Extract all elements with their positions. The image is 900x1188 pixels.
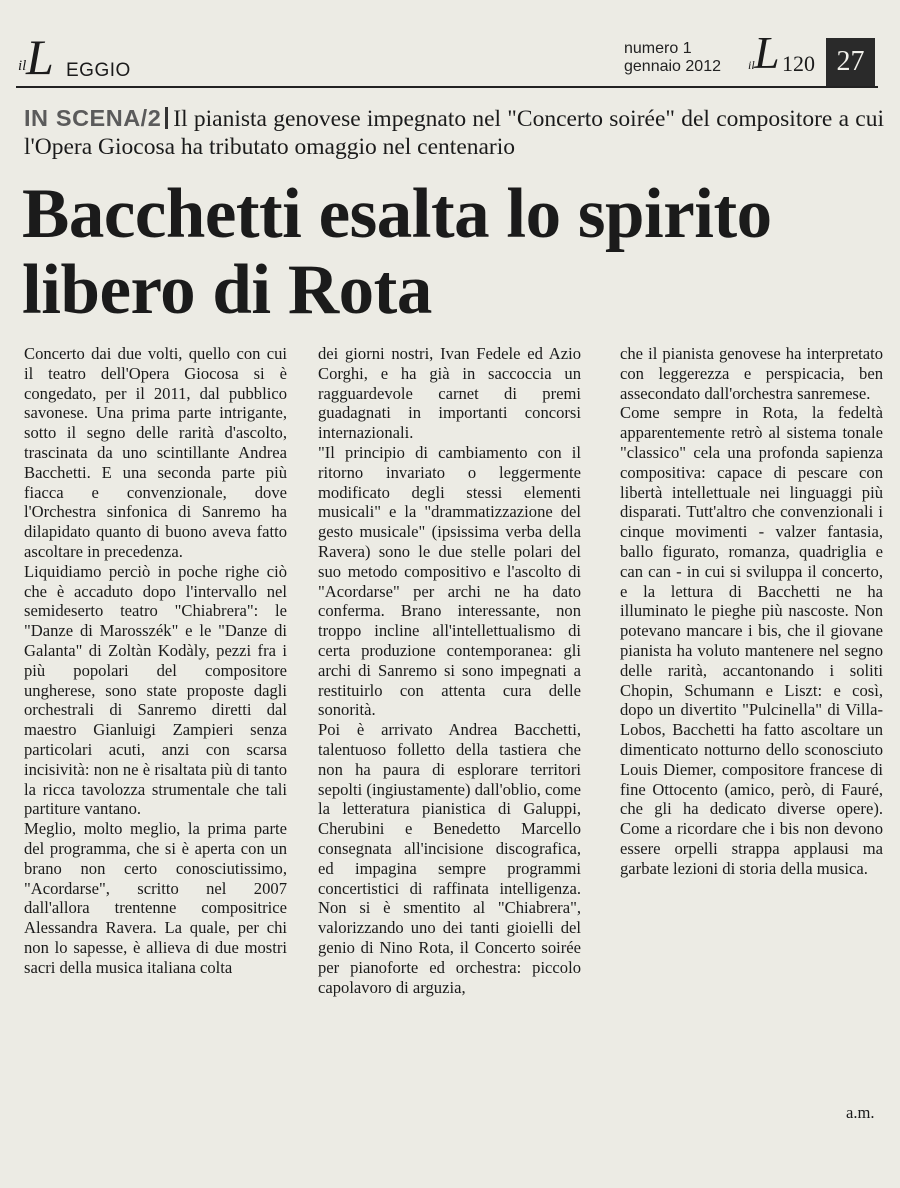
paragraph: Concerto dai due volti, quello con cui il teatro dell'Opera Giocosa si è congedato, per il 2011, dal pubblico savonese. Una prima parte intrigante, sotto il segno delle rarità d'ascolto, trascinata da uno scintillante Andrea Bacchetti. E una seconda parte più fiacca e convenzionale, dove l'Orchestra sinfonica di Sanremo ha dilapidato quanto di buono aveva fatto ascoltare in precedenza. [24,344,287,561]
issue-date: gennaio 2012 [624,58,721,75]
article-column-3 [620,344,883,879]
header-divider [16,86,878,88]
author-signature: a.m. [846,1103,875,1122]
paragraph: Liquidiamo perciò in poche righe ciò che è accaduto dopo l'intervallo nel semideserto teatro "Chiabrera": le "Danze di Marosszék" e le "Danze di Galanta" di Zoltàn Kodàly, pezzi fra i più popolari del compositore ungherese, sono state proposte dagli orchestrali di Sanremo diretti dal maestro Gianluigi Zampieri senza particolari acuti, anzi con scarsa incisività: non ne è risaltata più di tanto la ricca tavolozza strumentale che tali partiture vantano. [24,561,287,819]
logo-text: EGGIO [66,60,131,81]
kicker [24,104,884,161]
logo-article: il [18,58,27,74]
issue-logo-initial: L [754,27,780,78]
issue-logo [748,27,818,82]
issue-logo-number: 120 [782,51,815,76]
issue-info [624,40,721,76]
section-tag: IN SCENA/2 [24,105,162,131]
issue-logo-article: il [748,58,755,72]
article-column-1 [24,344,287,978]
masthead [0,0,900,92]
kicker-text: Il pianista genovese impegnato nel "Concerto soirée" del compositore a cui l'Opera Giocosa ha tributato omaggio nel centenario [24,106,884,160]
article-column-2 [318,344,581,997]
headline: Bacchetti esalta lo spirito libero di Rota [22,175,772,329]
paragraph: Poi è arrivato Andrea Bacchetti, talentuoso folletto della tastiera che non ha paura di esplorare territori sepolti (ingiustamente) dall'oblio, come la letteratura pianistica di Galuppi, Cherubini e Benedetto Marcello consegnata all'incisione discografica, ed impagina sempre programmi concertistici di raffinata intelligenza. Non si è smentito al "Chiabrera", valorizzando uno dei tanti gioielli del genio di Nino Rota, il Concerto soirée per pianoforte ed orchestra: piccolo capolavoro di arguzia, [318,720,581,997]
paragraph: Come sempre in Rota, la fedeltà apparentemente retrò al sistema tonale "classico" cela una profonda sapienza compositiva: capace di pescare con libertà intellettuale nei linguaggi più disparati. Tutt'altro che convenzionali i cinque movimenti - valzer fantasia, ballo figurato, romanza, quadriglia e can can - in cui si sviluppa il concerto, e la lettura di Bacchetti ne ha illuminato le pieghe più nascoste. Non potevano mancare i bis, che il giovane pianista ha voluto mantenere nel segno delle rarità, accantonando i soliti Chopin, Schumann e Liszt: e così, dopo un divertito "Pulcinella" di Villa-Lobos, Bacchetti ha fatto ascoltare un dimenticato notturno dello sconosciuto Louis Diemer, compositore francese di fine Ottocento (amico, però, di Fauré, che gli ha dedicato diverse opere). Come a ricordare che i bis non devono essere orpelli strappa applausi ma garbate lezioni di storia della musica. [620,403,883,878]
logo-initial: L [26,29,54,85]
paragraph: Meglio, molto meglio, la prima parte del programma, che si è aperta con un brano non certo conosciutissimo, "Acordarse", scritto nel 2007 dall'allora trentenne compositrice Alessandra Ravera. La quale, per chi non lo sapesse, è allieva di due mostri sacri della musica italiana colta [24,819,287,977]
page-number: 27 [826,38,875,86]
paragraph: che il pianista genovese ha interpretato con leggerezza e perspicacia, ben assecondato dall'orchestra sanremese. [620,344,883,403]
paragraph: dei giorni nostri, Ivan Fedele ed Azio Corghi, e ha già in saccoccia un ragguardevole carnet di premi guadagnati in importanti concorsi internazionali. [318,344,581,443]
paragraph: "Il principio di cambiamento con il ritorno invariato o leggermente modificato degli stessi elementi musicali" e la "drammatizzazione del gesto musicale" (ipsissima verba della Ravera) sono le due stelle polari del suo metodo compositivo e l'ascolto di "Acordarse" per archi ne ha dato conferma. Brano interessante, non troppo incline all'intellettualismo di certa produzione contemporanea: gli archi di Sanremo si sono impegnati a restituirlo con attenta cura delle sonorità. [318,442,581,720]
issue-number: numero 1 [624,40,692,57]
kicker-separator [165,107,168,129]
